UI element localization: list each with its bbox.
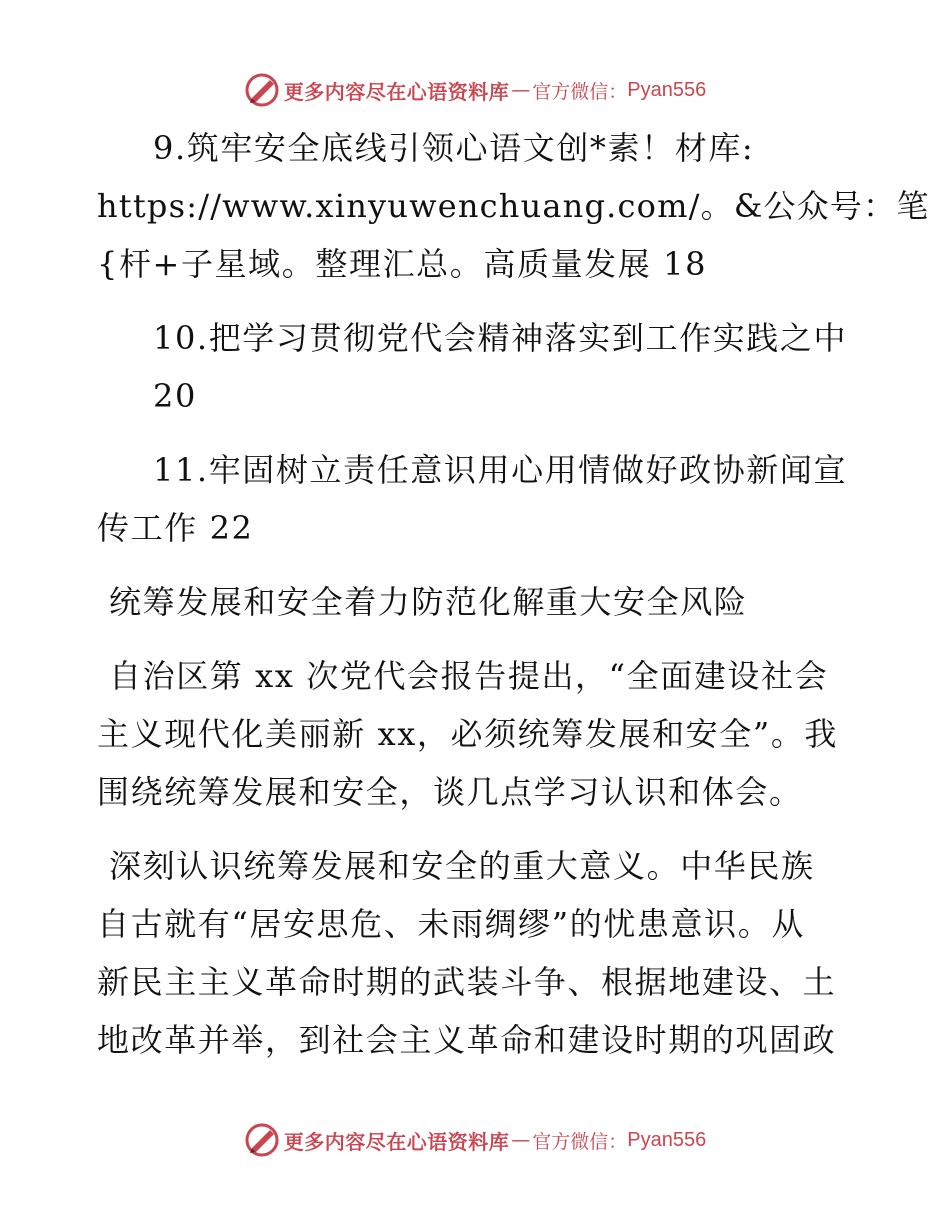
toc-item-9-line-1: 9.筑牢安全底线引领心语文创*素！材库: (153, 129, 755, 167)
toc-item-10-line-1: 10.把学习贯彻党代会精神落实到工作实践之中 (153, 319, 848, 357)
toc-item-9-line-3: {杆+子星域。整理汇总。高质量发展 18 (97, 245, 708, 283)
paragraph-2-line-1: 深刻认识统筹发展和安全的重大意义。中华民族 (109, 847, 815, 885)
banner-official-label: 官方微信： (532, 1130, 628, 1153)
paragraph-1-line-1: 自治区第 xx 次党代会报告提出，“全面建设社会 (109, 657, 829, 695)
banner-brand-text: 更多内容尽在心语资料库 (283, 1129, 510, 1154)
toc-item-9-line-2: https://www.xinyuwenchuang.com/。&公众号：笔 (97, 187, 930, 225)
banner-official-label: 官方微信： (532, 80, 628, 103)
section-heading: 统筹发展和安全着力防范化解重大安全风险 (109, 583, 748, 621)
banner-dash: — (511, 79, 531, 101)
banner-account: Pyan556 (627, 78, 707, 101)
banner-account: Pyan556 (627, 1128, 707, 1151)
toc-item-11-line-2: 传工作 22 (97, 509, 254, 547)
pen-logo-icon (244, 1122, 280, 1158)
paragraph-1-line-3: 围绕统筹发展和安全，谈几点学习认识和体会。 (97, 773, 803, 811)
footer-banner (0, 1120, 950, 1160)
pen-logo-icon (244, 72, 280, 108)
paragraph-1-line-2: 主义现代化美丽新 xx，必须统筹发展和安全”。我 (97, 715, 839, 753)
paragraph-2-line-4: 地改革并举，到社会主义革命和建设时期的巩固政 (97, 1021, 837, 1059)
toc-item-10-line-2: 20 (153, 377, 197, 415)
header-banner (0, 70, 950, 110)
toc-item-11-line-1: 11.牢固树立责任意识用心用情做好政协新闻宣 (153, 451, 848, 489)
paragraph-2-line-3: 新民主主义革命时期的武装斗争、根据地建设、土 (97, 963, 837, 1001)
banner-dash: — (511, 1129, 531, 1151)
paragraph-2-line-2: 自古就有“居安思危、未雨绸缪”的忧患意识。从 (97, 905, 805, 943)
banner-brand-text: 更多内容尽在心语资料库 (283, 79, 510, 104)
